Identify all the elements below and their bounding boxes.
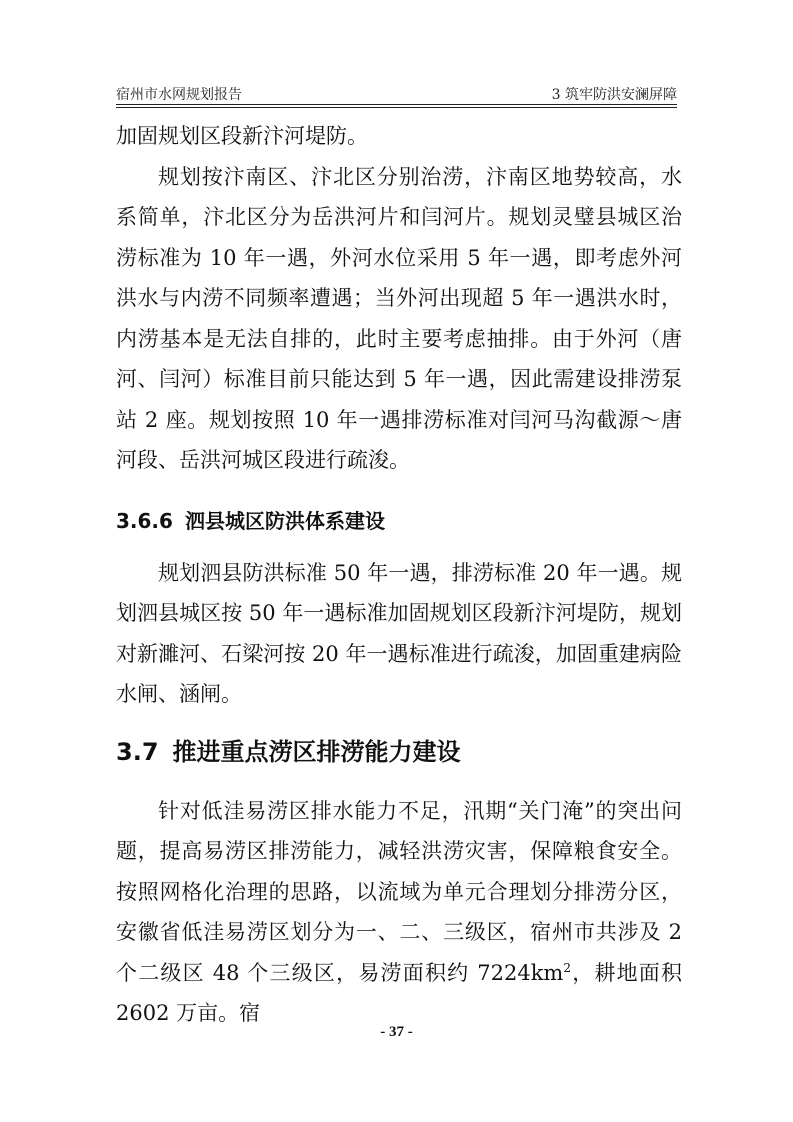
superscript-two: 2 (563, 960, 571, 975)
section-heading-3-6-6 (116, 501, 682, 541)
header-report-title: 宿州市水网规划报告 (116, 87, 242, 103)
paragraph-waterlogging-areas (116, 791, 682, 1034)
page-number: - 37 - (380, 1024, 413, 1040)
page-header (116, 84, 677, 106)
section-number: 3.7 (116, 737, 159, 766)
paragraph-lingbi-drainage: 规划按汴南区、汴北区分别治涝，汴南区地势较高，水系简单，汴北区分为岳洪河片和闫河片。规划灵璧县城区治涝标准为 10 年一遇，外河水位采用 5 年一遇，即考虑外河洪水与内涝不同频率遭遇；当外河出现超 5 年一遇洪水时，内涝基本是无法自排的，此时主要考虑抽排。由于外河（唐河、闫河）标准目前只能达到 5 年一遇，因此需建设排涝泵站 2 座。规划按照 10 年一遇排涝标准对闫河马沟截源～唐河段、岳洪河城区段进行疏浚。 (116, 164, 682, 472)
header-rule (116, 104, 677, 108)
section-title: 泗县城区防洪体系建设 (184, 508, 385, 533)
page-body (116, 116, 682, 1034)
paragraph-continuation: 加固规划区段新汴河堤防。 (116, 124, 368, 148)
section-number: 3.6.6 (116, 508, 173, 533)
section-heading-3-7 (116, 731, 682, 773)
paragraph-sixian-flood: 规划泗县防洪标准 50 年一遇，排涝标准 20 年一遇。规划泗县城区按 50 年一遇标准加固规划区段新汴河堤防，规划对新濉河、石梁河按 20 年一遇标准进行疏浚，加固重建病险水闸、涵闸。 (116, 560, 682, 706)
section-title: 推进重点涝区排涝能力建设 (172, 737, 461, 766)
paragraph-text: 针对低洼易涝区排水能力不足，汛期“关门淹”的突出问题，提高易涝区排涝能力，减轻洪涝灾害，保障粮食安全。按照网格化治理的思路，以流域为单元合理划分排涝分区，安徽省低洼易涝区划分为一、二、三级区，宿州市共涉及 2 个二级区 48 个三级区，易涝面积约 7224km (116, 798, 682, 985)
paragraph-text: ，耕地面积 2602 万亩。宿 (116, 960, 683, 1025)
header-chapter-title: 3 筑牢防洪安澜屏障 (551, 87, 677, 103)
